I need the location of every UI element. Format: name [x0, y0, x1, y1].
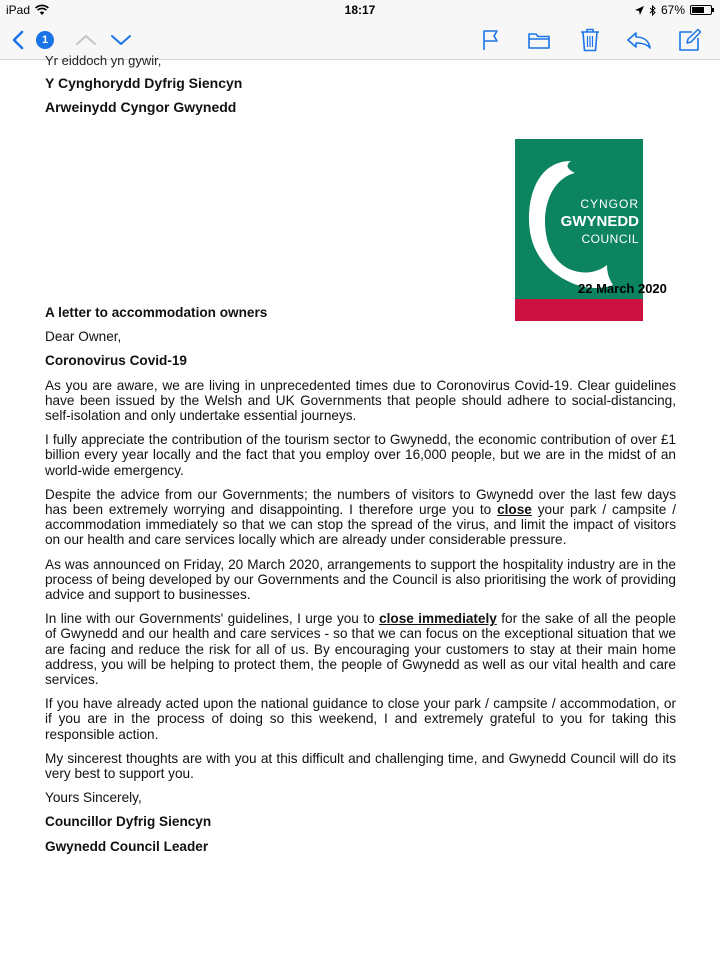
move-to-folder-button[interactable] — [525, 25, 553, 55]
reply-button[interactable] — [624, 25, 654, 55]
cut-off-line: Yr eiddoch yn gywir, — [45, 53, 162, 68]
closing: Yours Sincerely, — [45, 790, 142, 806]
logo-line-2: GWYNEDD — [560, 213, 639, 230]
location-arrow-icon — [635, 6, 644, 15]
paragraph-4: As was announced on Friday, 20 March 2020, arrangements to support the hospitality industry are in the process of being developed by our Governments and the Council is also prioritising the work of providing advice and support to businesses. — [45, 556, 676, 603]
paragraph-1: As you are aware, we are living in unprecedented times due to Coronovirus Covid-19. Clear guidelines have been issued by the Welsh and UK Governments that people should adhere to social-distancing, self-isolation and only undertake essential journeys. — [45, 377, 676, 424]
device-label: iPad — [6, 3, 31, 17]
logo-line-3: COUNCIL — [581, 232, 639, 246]
paragraph-5-emphasis: close immediately — [379, 611, 497, 627]
chevron-left-icon — [12, 30, 24, 50]
folder-icon — [528, 31, 550, 49]
bluetooth-icon — [649, 5, 656, 16]
trash-button[interactable] — [576, 25, 604, 55]
trash-icon — [580, 28, 600, 52]
letter-attachment — [0, 53, 720, 960]
logo-line-1: CYNGOR — [580, 197, 639, 211]
chevron-up-icon — [75, 34, 97, 46]
letter-subject: Coronovirus Covid-19 — [45, 353, 187, 369]
status-bar — [0, 0, 720, 20]
greeting: Dear Owner, — [45, 329, 122, 345]
paragraph-3 — [45, 487, 676, 548]
flag-button[interactable] — [478, 25, 504, 55]
back-button[interactable] — [8, 25, 28, 55]
letter-title: A letter to accommodation owners — [45, 305, 268, 320]
paragraph-5-start: In line with our Governments' guidelines, I urge you to — [45, 611, 380, 627]
unread-badge[interactable] — [35, 25, 55, 55]
paragraph-2: I fully appreciate the contribution of the tourism sector to Gwynedd, the economic contribution of over £1 billion every year locally and the fact that you employ over 16,000 people, but we are in the midst of an world-wide emergency. — [45, 432, 676, 478]
signoff-role: Gwynedd Council Leader — [45, 838, 209, 854]
status-right — [635, 3, 712, 17]
compose-button[interactable] — [676, 25, 704, 55]
paragraph-5 — [45, 611, 676, 687]
welsh-signoff-name: Y Cynghorydd Dyfrig Siencyn — [45, 75, 243, 91]
battery-fill — [692, 7, 704, 13]
signoff-name: Councillor Dyfrig Siencyn — [45, 814, 212, 830]
paragraph-3-end: your park / campsite / accommodation immediately so that we can stop the spread of the virus, and limit the impact of visitors on our health and care services locally which are already under considerable pressure. — [45, 502, 676, 548]
status-time: 18:17 — [344, 3, 376, 17]
letter-body — [45, 305, 676, 863]
flag-icon — [482, 29, 500, 51]
welsh-signoff-role: Arweinydd Cyngor Gwynedd — [45, 99, 237, 115]
paragraph-3-start: Despite the advice from our Governments; the numbers of visitors to Gwynedd over the last few days has been extremely worrying and disappointing. I therefore urge you to — [45, 486, 676, 518]
paragraph-5-end: for the sake of all the people of Gwynedd and our health and care services - so that we can focus on the exceptional situation that we are facing and reduce the risk for all of us. By encouraging your customers to stay at their main home address, you will be helping to protect them, the people of Gwynedd as well as our vital health and care services. — [45, 611, 676, 688]
letter-date: 22 March 2020 — [578, 281, 667, 296]
chevron-down-icon — [110, 34, 132, 46]
next-message-button[interactable] — [108, 25, 134, 55]
paragraph-7: My sincerest thoughts are with you at this difficult and challenging time, and Gwynedd Council will do its very best to support you. — [45, 750, 676, 782]
battery-percent: 67% — [660, 3, 685, 17]
paragraph-6: If you have already acted upon the national guidance to close your park / campsite / accommodation, or if you are in the process of doing so this weekend, I and extremely grateful to you for taking this responsible action. — [45, 696, 676, 742]
paragraph-3-emphasis: close — [497, 502, 532, 518]
reply-icon — [626, 31, 652, 49]
battery-icon — [690, 5, 712, 15]
previous-message-button[interactable] — [73, 25, 99, 55]
compose-icon — [678, 28, 702, 52]
unread-count: 1 — [36, 31, 54, 49]
